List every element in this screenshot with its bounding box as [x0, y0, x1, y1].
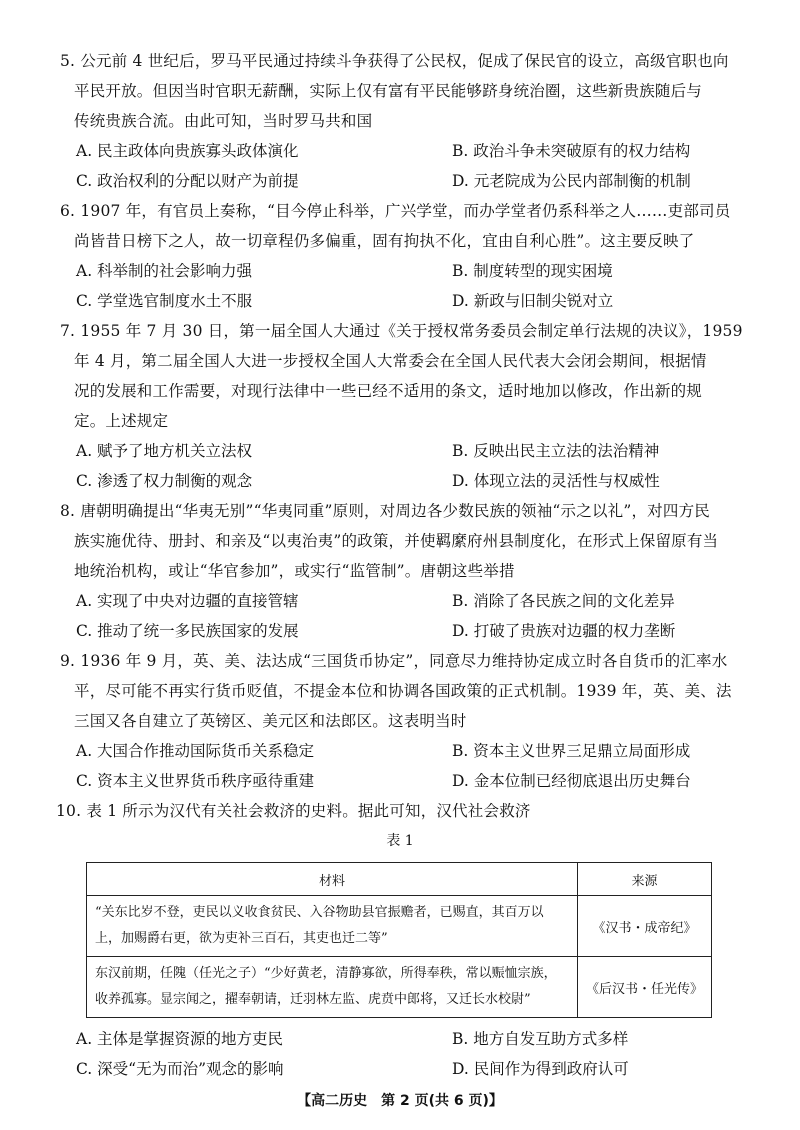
- option-row: [60, 616, 760, 646]
- question-text-line: 年 4 月，第二届全国人大进一步授权全国人大常委会在全国人民代表大会闭会期间，根据情: [74, 352, 707, 370]
- question-6: [60, 196, 760, 316]
- option-row: [60, 736, 760, 766]
- option-a[interactable]: A. 实现了中央对边疆的直接管辖: [76, 592, 299, 610]
- source-table: [86, 862, 712, 1018]
- question-text-line: 地统治机构，或让“华官参加”，或实行“监管制”。唐朝这些举措: [74, 562, 515, 580]
- option-a[interactable]: A. 民主政体向贵族寡头政体演化: [76, 142, 299, 160]
- question-text-line: 族实施优待、册封、和亲及“以夷治夷”的政策，并使羁縻府州县制度化，在形式上保留原有当: [74, 532, 719, 550]
- option-d[interactable]: D. 民间作为得到政府认可: [452, 1060, 629, 1078]
- option-row: [60, 436, 760, 466]
- table-row: [87, 896, 712, 957]
- option-row: [60, 1024, 760, 1054]
- material-cell: 东汉前期，任隗（任光之子）“少好黄老，清静寡欲，所得奉秩，常以赈恤宗族，收养孤寡。显宗闻之，擢奉朝请，迁羽林左监、虎贲中郎将，又迁长水校尉”: [87, 957, 578, 1018]
- option-a[interactable]: A. 主体是掌握资源的地方吏民: [76, 1030, 284, 1048]
- option-a[interactable]: A. 赋予了地方机关立法权: [76, 442, 253, 460]
- option-c[interactable]: C. 深受“无为而治”观念的影响: [76, 1060, 284, 1078]
- option-row: [60, 586, 760, 616]
- material-cell: “关东比岁不登，吏民以义收食贫民、入谷物助县官振赡者，已赐直，其百万以上，加赐爵右更，欲为吏补三百石，其吏也迁二等”: [87, 896, 578, 957]
- option-b[interactable]: B. 消除了各民族之间的文化差异: [452, 592, 675, 610]
- table-header-row: [87, 863, 712, 896]
- question-text-line: 9. 1936 年 9 月，英、美、法达成“三国货币协定”，同意尽力维持协定成立时各自货币的汇率水: [60, 652, 728, 670]
- question-text-line: 定。上述规定: [74, 412, 169, 430]
- question-text-line: 8. 唐朝明确提出“华夷无别”“华夷同重”原则，对周边各少数民族的领袖“示之以礼”，对四方民: [60, 502, 710, 520]
- option-b[interactable]: B. 制度转型的现实困境: [452, 262, 613, 280]
- question-9: [60, 646, 760, 796]
- option-c[interactable]: C. 资本主义世界货币秩序亟待重建: [76, 772, 315, 790]
- source-cell: 《后汉书・任光传》: [577, 957, 711, 1018]
- question-10: [56, 796, 756, 826]
- source-cell: 《汉书・成帝纪》: [577, 896, 711, 957]
- question-text-line: 5. 公元前 4 世纪后，罗马平民通过持续斗争获得了公民权，促成了保民官的设立，高级官职也向: [60, 52, 729, 70]
- question-7: [60, 316, 760, 496]
- question-text-line: 7. 1955 年 7 月 30 日，第一届全国人大通过《关于授权常务委员会制定单行法规的决议》，1959: [60, 322, 743, 340]
- question-text-line: 6. 1907 年，有官员上奏称，“目今停止科举，广兴学堂，而办学堂者仍系科举之人……吏部司员: [60, 202, 731, 220]
- question-text-line: 平民开放。但因当时官职无薪酬，实际上仅有富有平民能够跻身统治圈，这些新贵族随后与: [74, 82, 703, 100]
- option-c[interactable]: C. 推动了统一多民族国家的发展: [76, 622, 299, 640]
- table-caption: 表 1: [386, 833, 414, 849]
- option-d[interactable]: D. 体现立法的灵活性与权威性: [452, 472, 660, 490]
- option-d[interactable]: D. 新政与旧制尖锐对立: [452, 292, 614, 310]
- option-c[interactable]: C. 政治权利的分配以财产为前提: [76, 172, 299, 190]
- option-d[interactable]: D. 打破了贵族对边疆的权力垄断: [452, 622, 676, 640]
- question-10-options: [60, 1024, 760, 1084]
- header-material: 材料: [87, 863, 578, 896]
- option-d[interactable]: D. 元老院成为公民内部制衡的机制: [452, 172, 691, 190]
- option-row: [60, 256, 760, 286]
- option-row: [60, 766, 760, 796]
- option-b[interactable]: B. 地方自发互助方式多样: [452, 1030, 629, 1048]
- option-a[interactable]: A. 科举制的社会影响力强: [76, 262, 253, 280]
- table-row: [87, 957, 712, 1018]
- option-row: [60, 1054, 760, 1084]
- option-b[interactable]: B. 政治斗争未突破原有的权力结构: [452, 142, 691, 160]
- option-d[interactable]: D. 金本位制已经彻底退出历史舞台: [452, 772, 691, 790]
- option-c[interactable]: C. 渗透了权力制衡的观念: [76, 472, 253, 490]
- option-row: [60, 166, 760, 196]
- question-text-line: 尚皆昔日榜下之人，故一切章程仍多偏重，固有拘执不化，宜由自利心胜”。这主要反映了: [74, 232, 695, 250]
- question-text-line: 平，尽可能不再实行货币贬值，不提金本位和协调各国政策的正式机制。1939 年，英、美、法: [74, 682, 732, 700]
- page-footer: 【高二历史 第 2 页(共 6 页)】: [297, 1093, 503, 1109]
- option-row: [60, 466, 760, 496]
- option-row: [60, 286, 760, 316]
- header-source: 来源: [577, 863, 711, 896]
- question-text-line: 传统贵族合流。由此可知，当时罗马共和国: [74, 112, 373, 130]
- question-8: [60, 496, 760, 646]
- option-b[interactable]: B. 资本主义世界三足鼎立局面形成: [452, 742, 691, 760]
- option-b[interactable]: B. 反映出民主立法的法治精神: [452, 442, 660, 460]
- question-5: [60, 46, 760, 196]
- question-text-line: 10. 表 1 所示为汉代有关社会救济的史料。据此可知，汉代社会救济: [56, 802, 531, 820]
- option-row: [60, 136, 760, 166]
- question-text-line: 况的发展和工作需要，对现行法律中一些已经不适用的条文，适时地加以修改，作出新的规: [74, 382, 703, 400]
- option-c[interactable]: C. 学堂选官制度水土不服: [76, 292, 253, 310]
- option-a[interactable]: A. 大国合作推动国际货币关系稳定: [76, 742, 315, 760]
- question-text-line: 三国又各自建立了英镑区、美元区和法郎区。这表明当时: [74, 712, 467, 730]
